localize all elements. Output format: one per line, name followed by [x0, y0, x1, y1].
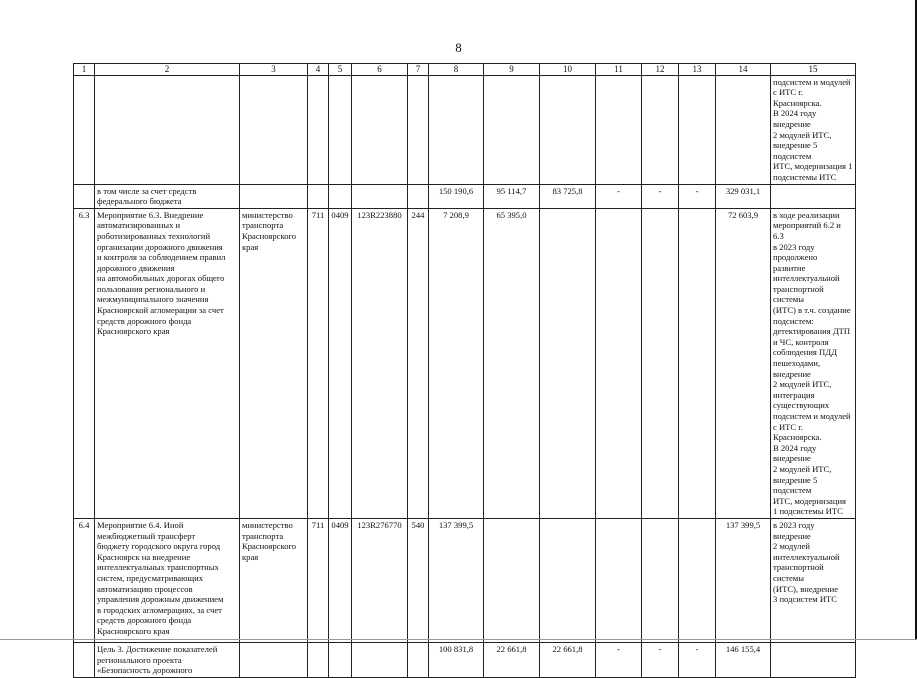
table-row — [74, 518, 856, 642]
value-col8: 150 190,6 — [429, 184, 484, 208]
code-grbs: 711 — [308, 208, 329, 518]
header-row — [74, 64, 856, 76]
row-number — [74, 184, 95, 208]
code-grbs: 711 — [308, 518, 329, 642]
result-description — [771, 184, 856, 208]
value-total: 72 603,9 — [716, 208, 771, 518]
row-number — [74, 75, 95, 184]
header-cell: 14 — [716, 64, 771, 76]
measure-name — [95, 75, 240, 184]
code-vr — [408, 642, 429, 677]
measure-name: Мероприятие 6.4. Иной межбюджетный трансферт бюджету городского округа город Красноярск на внедрение интеллектуальных транспортных систем, предусматривающих автоматизацию процессов управления дорожным движением в городских агломерациях, за счет средств дорожного фонда Красноярского края — [95, 518, 240, 642]
responsible-org: министерство транспорта Красноярского края — [240, 518, 308, 642]
header-cell: 9 — [484, 64, 540, 76]
value-total — [716, 75, 771, 184]
code-target: 123R223880 — [352, 208, 408, 518]
value-col9: 95 114,7 — [484, 184, 540, 208]
measure-name: в том числе за счет средств федерального бюджета — [95, 184, 240, 208]
table-row — [74, 184, 856, 208]
value-col9: 65 395,0 — [484, 208, 540, 518]
value-col11: - — [596, 642, 642, 677]
header-cell: 12 — [642, 64, 679, 76]
value-col13: - — [679, 184, 716, 208]
page-number: 8 — [455, 40, 462, 55]
code-vr — [408, 75, 429, 184]
value-col10: 22 661,8 — [540, 642, 596, 677]
row-number: 6.4 — [74, 518, 95, 642]
header-cell: 13 — [679, 64, 716, 76]
value-col12 — [642, 518, 679, 642]
row-number: 6.3 — [74, 208, 95, 518]
value-col10 — [540, 518, 596, 642]
value-col8 — [429, 75, 484, 184]
value-col13 — [679, 208, 716, 518]
value-col11 — [596, 75, 642, 184]
value-col9 — [484, 518, 540, 642]
value-col8: 100 831,8 — [429, 642, 484, 677]
value-col8: 7 208,9 — [429, 208, 484, 518]
value-col13 — [679, 75, 716, 184]
row-number — [74, 642, 95, 677]
value-col10 — [540, 75, 596, 184]
header-cell: 4 — [308, 64, 329, 76]
measure-name: Цель 3. Достижение показателей регионального проекта «Безопасность дорожного — [95, 642, 240, 677]
responsible-org — [240, 642, 308, 677]
header-cell: 11 — [596, 64, 642, 76]
value-col8: 137 399,5 — [429, 518, 484, 642]
budget-table — [73, 63, 856, 678]
header-cell: 5 — [329, 64, 352, 76]
value-total: 137 399,5 — [716, 518, 771, 642]
value-col12 — [642, 75, 679, 184]
code-section: 0409 — [329, 208, 352, 518]
value-col11: - — [596, 184, 642, 208]
value-col9: 22 661,8 — [484, 642, 540, 677]
header-cell: 10 — [540, 64, 596, 76]
value-col9 — [484, 75, 540, 184]
code-target — [352, 184, 408, 208]
code-section — [329, 75, 352, 184]
table-row — [74, 208, 856, 518]
header-cell: 15 — [771, 64, 856, 76]
header-cell: 1 — [74, 64, 95, 76]
value-col10 — [540, 208, 596, 518]
value-total: 146 155,4 — [716, 642, 771, 677]
table-row — [74, 642, 856, 677]
table-row — [74, 75, 856, 184]
responsible-org: министерство транспорта Красноярского края — [240, 208, 308, 518]
header-cell: 3 — [240, 64, 308, 76]
value-col12: - — [642, 184, 679, 208]
code-grbs — [308, 75, 329, 184]
value-col12: - — [642, 642, 679, 677]
code-vr: 244 — [408, 208, 429, 518]
code-target: 123R276770 — [352, 518, 408, 642]
value-col10: 83 725,8 — [540, 184, 596, 208]
code-target — [352, 75, 408, 184]
code-grbs — [308, 184, 329, 208]
value-col13: - — [679, 642, 716, 677]
value-col11 — [596, 208, 642, 518]
result-description: в ходе реализации мероприятий 6.2 и 6.3 в 2023 году продолжено развитие интеллектуальной транспортной системы (ИТС) в т.ч. создание подсистем: детектирования ДТП и ЧС, контроля соблюдения ПДД пешеходами, внедрение 2 модулей ИТС, интеграция существующих подсистем и модулей с ИТС г. Красноярска. В 2024 году внедрение 2 модулей ИТС, внедрение 5 подсистем ИТС, модернизация 1 подсистемы ИТС — [771, 208, 856, 518]
value-total: 329 031,1 — [716, 184, 771, 208]
code-grbs — [308, 642, 329, 677]
value-col12 — [642, 208, 679, 518]
code-section — [329, 184, 352, 208]
header-cell: 7 — [408, 64, 429, 76]
header-cell: 6 — [352, 64, 408, 76]
result-description: в 2023 году внедрение 2 модулей интеллектуальной транспортной системы (ИТС), внедрение 3 подсистем ИТС — [771, 518, 856, 642]
code-section: 0409 — [329, 518, 352, 642]
measure-name: Мероприятие 6.3. Внедрение автоматизированных и роботизированных технологий организации дорожного движения и контроля за соблюдением правил дорожного движения на автомобильных дорогах общего пользования регионального и межмуниципального значения Красноярской агломерации за счет средств дорожного фонда Красноярского края — [95, 208, 240, 518]
header-cell: 2 — [95, 64, 240, 76]
value-col11 — [596, 518, 642, 642]
responsible-org — [240, 75, 308, 184]
code-target — [352, 642, 408, 677]
responsible-org — [240, 184, 308, 208]
result-description — [771, 642, 856, 677]
code-vr: 540 — [408, 518, 429, 642]
header-cell: 8 — [429, 64, 484, 76]
value-col13 — [679, 518, 716, 642]
code-section — [329, 642, 352, 677]
result-description: подсистем и модулей с ИТС г. Красноярска. В 2024 году внедрение 2 модулей ИТС, внедрение 5 подсистем ИТС, модернизация 1 подсистемы ИТС — [771, 75, 856, 184]
code-vr — [408, 184, 429, 208]
